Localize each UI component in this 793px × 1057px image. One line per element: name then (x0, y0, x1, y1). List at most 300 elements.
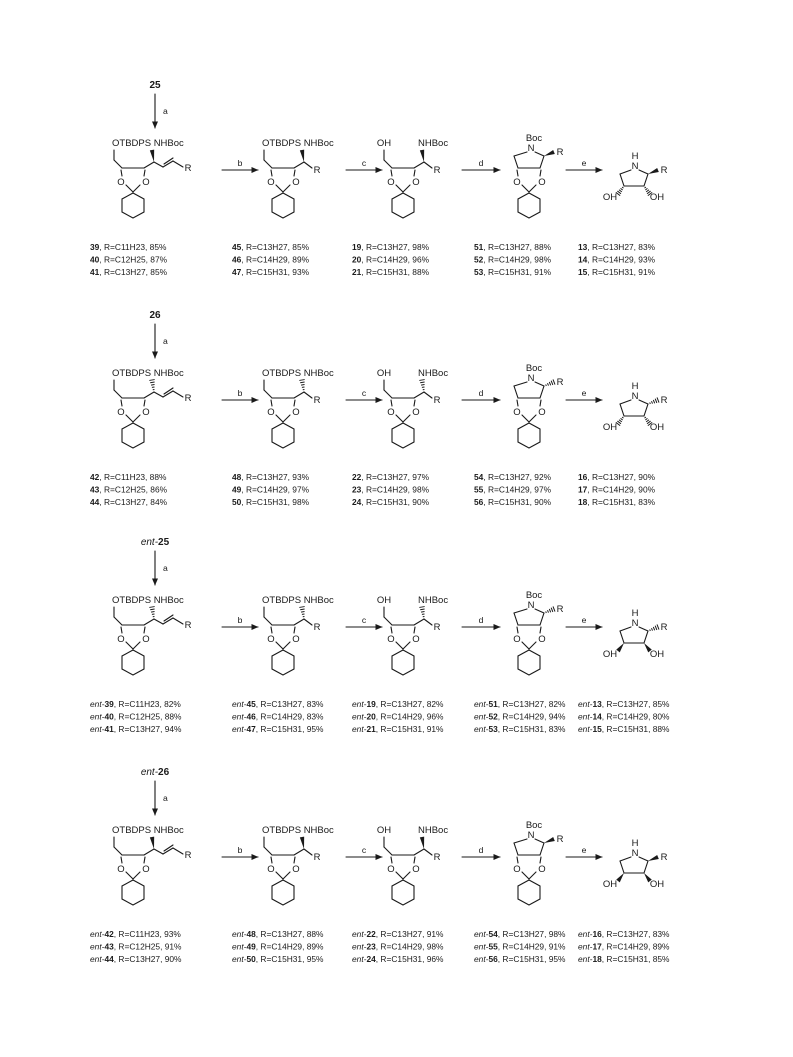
compound-caption (474, 712, 566, 722)
compound-caption (474, 267, 552, 277)
side-chain-bond (294, 162, 304, 168)
oxygen-label: O (387, 864, 395, 875)
compound-structure-col-5 (603, 151, 668, 203)
oxygen-label: O (513, 864, 521, 875)
side-chain-bond (294, 849, 304, 855)
compound-caption (352, 472, 430, 482)
substituent-and-yield: , R=C11H23, 88% (99, 472, 167, 482)
r-wedge (544, 150, 555, 156)
oxygen-label: O (267, 634, 275, 645)
pyrrolidine-bond (644, 174, 648, 186)
compound-number: 17 (592, 941, 602, 952)
compound-caption (352, 712, 444, 722)
otbdps-nhboc-label: OTBDPS NHBoc (112, 368, 184, 379)
scheme-row-2 (90, 310, 668, 507)
alkene-bond (154, 619, 163, 624)
ring-bond (529, 642, 536, 649)
pyrrolidine-bond (639, 400, 648, 404)
substituent-and-yield: , R=C13H27, 82% (497, 699, 566, 709)
compound-number: 45 (232, 242, 242, 252)
ring-bond (126, 185, 133, 192)
reagent-label: d (478, 158, 484, 168)
substituent-and-yield: , R=C14H29, 90% (587, 484, 656, 495)
ch2-bond (114, 390, 122, 398)
substituent-and-yield: , R=C15H31, 91% (375, 724, 444, 734)
substituent-and-yield: , R=C12H25, 87% (99, 254, 168, 265)
hash-stroke (419, 380, 424, 381)
pyrrolidine-bond (514, 156, 518, 168)
compound-caption (578, 267, 656, 277)
substituent-and-yield: , R=C14H29, 91% (497, 941, 566, 952)
otbdps-nhboc-label: OTBDPS NHBoc (112, 595, 184, 606)
compound-number: 40 (104, 711, 114, 722)
enantiomer-prefix: ent- (474, 929, 489, 939)
r-hash (650, 624, 659, 631)
nhboc-label: NHBoc (418, 595, 449, 606)
compound-number: 42 (90, 472, 100, 482)
cyclohexane-ring (392, 650, 414, 675)
compound-number: 45 (246, 699, 256, 709)
hydroxyl-label: OH (649, 192, 665, 203)
oxygen-label: O (267, 864, 275, 875)
enantiomer-prefix: ent- (474, 941, 489, 952)
compound-number: 55 (474, 484, 484, 495)
ring-bond (414, 857, 415, 863)
compound-number: 41 (90, 267, 100, 277)
compound-number: 25 (149, 80, 161, 91)
oxygen-label: O (538, 407, 546, 418)
substituent-and-yield: , R=C14H29, 98% (361, 484, 430, 495)
compound-number: 52 (474, 254, 484, 265)
ring-bond (522, 185, 529, 192)
r-group-label: R (313, 622, 321, 633)
r-group-label: R (556, 377, 564, 388)
hash-stroke (151, 612, 155, 613)
compound-structure-col-1 (112, 595, 192, 675)
r-wedge (544, 837, 555, 843)
ring-bond (403, 642, 410, 649)
nhboc-label: NHBoc (418, 825, 449, 836)
compound-structure-col-1 (112, 368, 192, 448)
compound-structure-col-1 (112, 825, 192, 905)
substituent-and-yield: , R=C15H31, 98% (241, 497, 310, 507)
boc-label: Boc (525, 820, 543, 831)
substituent-and-yield: , R=C15H31, 96% (375, 954, 444, 964)
hash-stroke (299, 607, 304, 608)
hash-stroke (622, 187, 623, 188)
substituent-and-yield: , R=C13H27, 94% (113, 724, 182, 734)
compound-caption (474, 497, 552, 507)
enantiomer-prefix: ent- (352, 941, 367, 952)
compound-number: 43 (104, 941, 114, 952)
compound-number: 22 (352, 472, 362, 482)
oxygen-label: O (513, 407, 521, 418)
substituent-and-yield: , R=C14H29, 94% (497, 711, 566, 722)
ring-bond (522, 415, 529, 422)
enantiomer-prefix: ent- (352, 724, 367, 734)
enantiomer-prefix: ent- (474, 954, 489, 964)
hash-stroke (301, 385, 305, 386)
hash-stroke (421, 385, 425, 386)
hydroxyl-label: OH (376, 825, 392, 836)
substituent-and-yield: , R=C13H27, 97% (361, 472, 430, 482)
enantiomer-prefix: ent- (232, 711, 247, 722)
otbdps-nhboc-label: OTBDPS NHBoc (262, 595, 334, 606)
ring-bond (294, 627, 295, 633)
compound-number: 47 (246, 724, 256, 734)
compound-caption (352, 929, 444, 939)
reagent-label: e (581, 615, 587, 625)
ring-bond (271, 170, 272, 176)
nh-label: H (631, 838, 639, 849)
ring-bond (403, 185, 410, 192)
compound-caption (90, 929, 181, 939)
nhboc-label: NHBoc (418, 138, 449, 149)
substituent-and-yield: , R=C15H31, 91% (483, 267, 552, 277)
ring-bond (144, 857, 145, 863)
ring-bond (283, 185, 290, 192)
substituent-and-yield: , R=C14H29, 89% (255, 941, 324, 952)
hash-stroke (645, 418, 647, 420)
pyrrolidine-bond (535, 382, 544, 386)
enantiomer-prefix: ent- (90, 711, 105, 722)
nhboc-hash (149, 607, 154, 617)
reagent-label: d (478, 845, 484, 855)
oxygen-label: O (292, 864, 300, 875)
hydroxyl-label: OH (376, 138, 392, 149)
hash-stroke (653, 400, 654, 403)
compound-caption (90, 942, 182, 952)
substituent-and-yield: , R=C14H29, 98% (483, 254, 552, 265)
substituent-and-yield: , R=C13H27, 90% (113, 954, 182, 964)
side-chain-bond (414, 392, 424, 398)
ring-bond (133, 872, 140, 879)
hash-stroke (655, 399, 657, 403)
starting-material-label (149, 80, 161, 91)
hash-stroke (646, 190, 649, 192)
compound-caption (232, 497, 310, 507)
pyrrolidine-bond (514, 382, 527, 386)
pyrrolidine-bond (514, 609, 527, 613)
compound-caption (578, 255, 656, 265)
ring-bond (529, 185, 536, 192)
hash-stroke (645, 188, 647, 190)
compound-number: 20 (366, 711, 376, 722)
enantiomer-prefix: ent- (232, 929, 247, 939)
pyrrolidine-bond (514, 843, 518, 855)
alkyl-bond (424, 392, 432, 398)
substituent-and-yield: , R=C14H29, 83% (255, 711, 324, 722)
pyrrolidine-bond (644, 861, 648, 873)
r-group-label: R (313, 395, 321, 406)
ring-bond (126, 872, 133, 879)
pyrrolidine-bond (540, 156, 544, 168)
compound-caption (474, 242, 552, 252)
compound-number: 13 (592, 699, 602, 709)
hash-stroke (553, 379, 555, 384)
hash-stroke (419, 607, 424, 608)
enantiomer-prefix: ent- (474, 711, 489, 722)
ch2-bond (384, 847, 392, 855)
hash-stroke (653, 627, 654, 630)
enantiomer-prefix: ent- (578, 954, 593, 964)
pyrrolidine-bond (639, 857, 648, 861)
compound-number: 56 (474, 497, 484, 507)
ring-bond (391, 170, 392, 176)
ring-bond (403, 872, 410, 879)
alkyl-bond (424, 619, 432, 625)
ring-bond (414, 170, 415, 176)
compound-number: 48 (246, 929, 256, 939)
compound-number: 26 (149, 310, 161, 321)
r-group-label: R (433, 165, 441, 176)
reagent-label: b (237, 615, 243, 625)
compound-caption (232, 242, 310, 252)
compound-number: 41 (104, 724, 114, 734)
oxygen-label: O (292, 177, 300, 188)
enantiomer-prefix: ent- (140, 767, 159, 778)
starting-material-label (141, 767, 170, 778)
cyclohexane-ring (272, 650, 294, 675)
substituent-and-yield: , R=C14H29, 89% (241, 254, 310, 265)
hash-stroke (548, 610, 549, 612)
cyclohexane-ring (122, 193, 144, 218)
substituent-and-yield: , R=C15H31, 95% (497, 954, 566, 964)
substituent-and-yield: , R=C13H27, 91% (375, 929, 444, 939)
substituent-and-yield: , R=C13H27, 83% (255, 699, 324, 709)
nitrogen-label: N (631, 161, 639, 172)
nhboc-hash (299, 380, 304, 390)
oxygen-label: O (412, 177, 420, 188)
substituent-and-yield: , R=C13H27, 93% (241, 472, 310, 482)
oxygen-label: O (387, 177, 395, 188)
hash-stroke (619, 420, 622, 422)
otbdps-nhboc-label: OTBDPS NHBoc (262, 138, 334, 149)
hash-stroke (650, 402, 651, 404)
compound-caption (578, 242, 656, 252)
hash-stroke (549, 609, 550, 612)
compound-caption (90, 472, 167, 482)
nitrogen-label: N (527, 600, 535, 611)
ring-bond (144, 627, 145, 633)
ring-bond (133, 415, 140, 422)
oxygen-label: O (267, 177, 275, 188)
reagent-label: e (581, 158, 587, 168)
hash-stroke (300, 382, 304, 383)
compound-caption (232, 699, 324, 709)
ring-bond (144, 400, 145, 406)
compound-structure-col-4 (513, 590, 563, 675)
compound-caption (578, 472, 656, 482)
hash-stroke (420, 382, 424, 383)
hash-stroke (150, 382, 154, 383)
ring-bond (391, 627, 392, 633)
hydroxyl-label: OH (376, 595, 392, 606)
hash-stroke (548, 383, 549, 385)
compound-structure-col-3 (377, 138, 448, 218)
substituent-and-yield: , R=C13H27, 85% (241, 242, 310, 252)
compound-caption (90, 497, 168, 507)
r-group-label: R (184, 620, 192, 631)
oxygen-label: O (142, 407, 150, 418)
alkene-bond (154, 162, 163, 167)
compound-number: 19 (352, 242, 362, 252)
compound-structure-col-3 (377, 368, 448, 448)
r-group-label: R (313, 852, 321, 863)
enantiomer-prefix: ent- (232, 699, 247, 709)
side-chain-bond (144, 849, 154, 855)
compound-caption (474, 942, 566, 952)
pyrrolidine-bond (620, 627, 631, 631)
otbdps-nhboc-label: OTBDPS NHBoc (112, 138, 184, 149)
ring-bond (517, 400, 518, 406)
r-wedge (648, 855, 659, 861)
compound-number: 15 (592, 724, 602, 734)
r-wedge (648, 168, 659, 174)
reagent-label: d (478, 615, 484, 625)
nh-label: H (631, 151, 639, 162)
compound-caption (474, 472, 552, 482)
oxygen-label: O (412, 407, 420, 418)
compound-number: 23 (352, 484, 362, 495)
boc-label: Boc (525, 133, 543, 144)
ring-bond (271, 627, 272, 633)
compound-number: 40 (90, 254, 100, 265)
hydroxyl-label: OH (602, 879, 618, 890)
ch2-bond (114, 847, 122, 855)
pyrrolidine-bond (644, 404, 648, 416)
substituent-and-yield: , R=C13H27, 84% (99, 497, 168, 507)
hash-stroke (301, 612, 305, 613)
substituent-and-yield: , R=C15H31, 88% (361, 267, 430, 277)
compound-number: 17 (578, 484, 588, 495)
ring-bond (396, 185, 403, 192)
compound-structure-col-5 (603, 608, 668, 660)
cyclohexane-ring (518, 423, 540, 448)
otbdps-nhboc-label: OTBDPS NHBoc (262, 368, 334, 379)
ch2-bond (384, 390, 392, 398)
cyclohexane-ring (122, 650, 144, 675)
compound-number: 49 (246, 941, 256, 952)
pyrrolidine-bond (540, 843, 544, 855)
oxygen-label: O (117, 864, 125, 875)
compound-number: 19 (366, 699, 376, 709)
compound-number: 18 (578, 497, 588, 507)
pyrrolidine-bond (540, 386, 544, 398)
compound-caption (578, 724, 670, 734)
nitrogen-label: N (527, 373, 535, 384)
compound-caption (352, 724, 444, 734)
side-chain-bond (144, 162, 154, 168)
compound-caption (578, 699, 670, 709)
ring-bond (121, 857, 122, 863)
ring-bond (517, 857, 518, 863)
enantiomer-prefix: ent- (232, 724, 247, 734)
reagent-label: c (361, 388, 367, 398)
compound-caption (352, 497, 430, 507)
compound-number: 42 (104, 929, 114, 939)
r-group-label: R (556, 604, 564, 615)
oxygen-label: O (292, 634, 300, 645)
compound-caption (578, 954, 670, 964)
ch2-bond (264, 160, 272, 168)
hash-stroke (622, 417, 623, 418)
nhboc-hash (419, 380, 424, 390)
substituent-and-yield: , R=C13H27, 92% (483, 472, 552, 482)
hydroxyl-label: OH (602, 422, 618, 433)
compound-number: 49 (232, 484, 242, 495)
pyrrolidine-bond (620, 174, 624, 186)
enantiomer-prefix: ent- (232, 941, 247, 952)
compound-structure-col-1 (112, 138, 192, 218)
enantiomer-prefix: ent- (578, 711, 593, 722)
compound-number: 15 (578, 267, 588, 277)
ring-bond (283, 642, 290, 649)
hash-stroke (645, 417, 646, 418)
reagent-label: a (163, 106, 168, 116)
r-group-label: R (313, 165, 321, 176)
compound-number: 51 (474, 242, 484, 252)
cyclohexane-ring (518, 880, 540, 905)
compound-number: 44 (104, 954, 114, 964)
compound-caption (232, 267, 310, 277)
pyrrolidine-bond (639, 627, 648, 631)
compound-caption (90, 485, 168, 495)
compound-number: 21 (352, 267, 362, 277)
ch2-bond (264, 847, 272, 855)
compound-structure-col-2 (262, 138, 334, 218)
alkene-bond (154, 849, 163, 854)
ring-bond (144, 170, 145, 176)
oxygen-label: O (538, 177, 546, 188)
compound-caption (90, 267, 168, 277)
otbdps-nhboc-label: OTBDPS NHBoc (262, 825, 334, 836)
cyclohexane-ring (272, 193, 294, 218)
ring-bond (121, 400, 122, 406)
reagent-label: d (478, 388, 484, 398)
hash-stroke (645, 187, 646, 188)
compound-caption (578, 929, 670, 939)
compound-number: 23 (366, 941, 376, 952)
compound-caption (90, 699, 181, 709)
oxygen-label: O (142, 177, 150, 188)
nitrogen-label: N (527, 830, 535, 841)
ring-bond (391, 400, 392, 406)
ring-bond (522, 642, 529, 649)
starting-material-label (149, 310, 161, 321)
ring-bond (529, 415, 536, 422)
substituent-and-yield: , R=C11H23, 82% (113, 699, 181, 709)
r-group-label: R (184, 163, 192, 174)
compound-number: 54 (488, 929, 498, 939)
alkene-bond (173, 161, 183, 167)
substituent-and-yield: , R=C13H27, 85% (601, 699, 670, 709)
cyclohexane-ring (272, 880, 294, 905)
pyrrolidine-bond (535, 609, 544, 613)
compound-caption (90, 712, 182, 722)
pyrrolidine-bond (639, 170, 648, 174)
hash-stroke (657, 624, 659, 629)
substituent-and-yield: , R=C13H27, 90% (587, 472, 656, 482)
nhboc-wedge (420, 150, 424, 162)
pyrrolidine-bond (535, 839, 544, 843)
alkene-bond (154, 392, 163, 397)
hydroxyl-label: OH (649, 649, 665, 660)
compound-number: 53 (488, 724, 498, 734)
r-group-label: R (433, 622, 441, 633)
compound-number: 46 (246, 711, 256, 722)
substituent-and-yield: , R=C14H29, 93% (587, 254, 656, 265)
